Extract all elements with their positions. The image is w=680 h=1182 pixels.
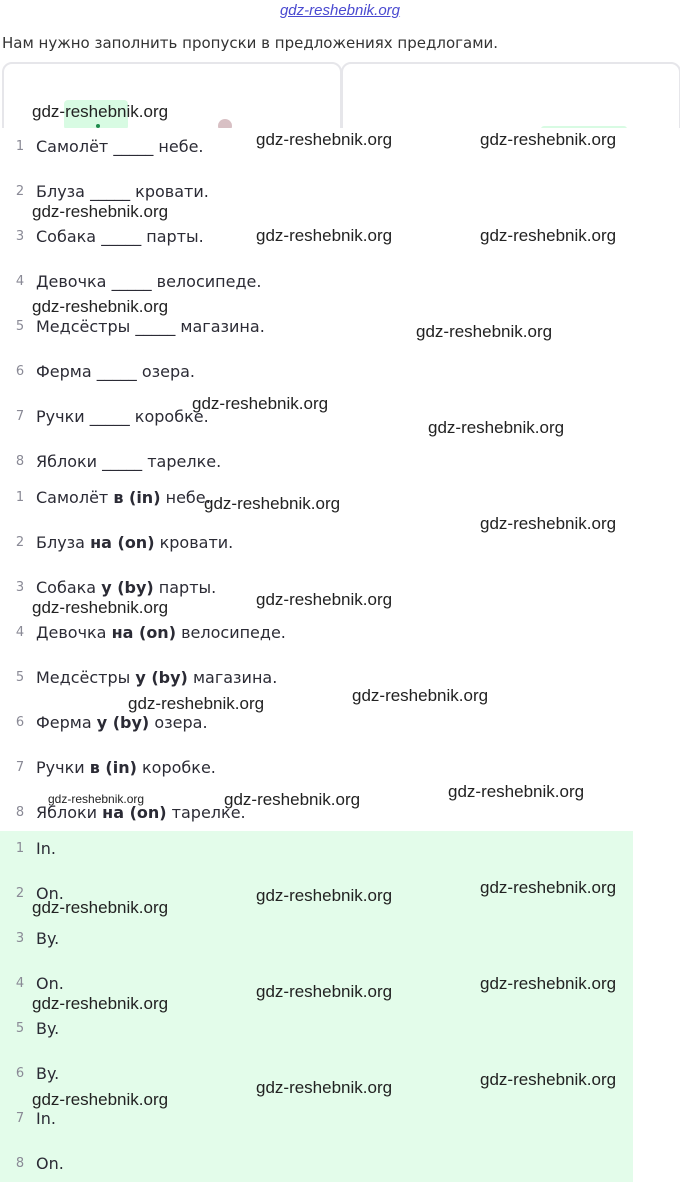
row-number: 1 (15, 139, 25, 154)
row-number: 8 (15, 805, 25, 820)
answer-text: In. (36, 1109, 56, 1128)
row-number: 3 (15, 580, 25, 595)
preposition: у (by) (96, 713, 150, 732)
filled-text: Самолёт в (in) небе. (36, 488, 211, 507)
row-number: 5 (15, 1021, 25, 1036)
row-number: 6 (15, 715, 25, 730)
watermark: gdz-reshebnik.org (416, 322, 553, 341)
watermark: gdz-reshebnik.org (256, 982, 393, 1001)
row-number: 6 (15, 364, 25, 379)
watermark: gdz-reshebnik.org (256, 226, 393, 245)
watermark: gdz-reshebnik.org (256, 886, 393, 905)
question-text: Ферма _____ озера. (36, 362, 196, 381)
question-text: Медсёстры _____ магазина. (36, 317, 265, 336)
question-text: Собака _____ парты. (36, 227, 204, 246)
row-number: 1 (15, 841, 25, 856)
filled-text: Ферма у (by) озера. (36, 713, 208, 732)
watermark: gdz-reshebnik.org (32, 202, 169, 221)
row-number: 4 (15, 274, 25, 289)
answer-text: By. (36, 1019, 60, 1038)
watermark: gdz-reshebnik.org (48, 792, 145, 806)
task-instruction: Нам нужно заполнить пропуски в предложениях предлогами. (2, 34, 499, 52)
answer-text: In. (36, 839, 56, 858)
watermark: gdz-reshebnik.org (32, 102, 169, 121)
watermark: gdz-reshebnik.org (32, 297, 169, 316)
watermark: gdz-reshebnik.org (448, 782, 585, 801)
question-text: Ручки _____ коробке. (36, 407, 209, 426)
watermark: gdz-reshebnik.org (428, 418, 565, 437)
watermark: gdz-reshebnik.org (480, 226, 617, 245)
preposition: на (on) (111, 623, 177, 642)
row-number: 3 (15, 931, 25, 946)
watermark: gdz-reshebnik.org (32, 1090, 169, 1109)
question-text: Яблоки _____ тарелке. (36, 452, 222, 471)
preposition: у (by) (101, 578, 154, 597)
answer-text: On. (36, 974, 64, 993)
filled-text: Ручки в (in) коробке. (36, 758, 216, 777)
preposition: на (on) (90, 533, 155, 552)
filled-text: Собака у (by) парты. (36, 578, 217, 597)
answer-text: On. (36, 1154, 64, 1173)
row-number: 7 (15, 1111, 25, 1126)
row-number: 1 (15, 490, 25, 505)
watermark: gdz-reshebnik.org (256, 130, 393, 149)
row-number: 5 (15, 670, 25, 685)
row-number: 4 (15, 625, 25, 640)
watermark: gdz-reshebnik.org (480, 514, 617, 533)
watermark: gdz-reshebnik.org (204, 494, 341, 513)
filled-text: Девочка на (on) велосипеде. (36, 623, 286, 642)
preposition: у (by) (135, 668, 188, 687)
watermark: gdz-reshebnik.org (480, 878, 617, 897)
preposition: в (in) (113, 488, 161, 507)
watermark: gdz-reshebnik.org (480, 1070, 617, 1089)
watermark: gdz-reshebnik.org (480, 130, 617, 149)
watermark: gdz-reshebnik.org (192, 394, 329, 413)
answer-text: By. (36, 929, 60, 948)
row-number: 7 (15, 760, 25, 775)
question-text: Самолёт _____ небе. (36, 137, 204, 156)
watermark: gdz-reshebnik.org (256, 590, 393, 609)
watermark: gdz-reshebnik.org (32, 994, 169, 1013)
row-number: 4 (15, 976, 25, 991)
row-number: 2 (15, 886, 25, 901)
filled-text: Яблоки на (on) тарелке. (36, 803, 246, 822)
filled-text: Блуза на (on) кровати. (36, 533, 234, 552)
row-number: 6 (15, 1066, 25, 1081)
row-number: 8 (15, 1156, 25, 1171)
row-number: 5 (15, 319, 25, 334)
question-text: Блуза _____ кровати. (36, 182, 209, 201)
watermark: gdz-reshebnik.org (352, 686, 489, 705)
site-link[interactable]: gdz-reshebnik.org (279, 2, 401, 19)
row-number: 3 (15, 229, 25, 244)
answer-text: By. (36, 1064, 60, 1083)
row-number: 7 (15, 409, 25, 424)
question-text: Девочка _____ велосипеде. (36, 272, 262, 291)
watermark: gdz-reshebnik.org (480, 974, 617, 993)
watermark: gdz-reshebnik.org (224, 790, 361, 809)
row-number: 8 (15, 454, 25, 469)
watermark: gdz-reshebnik.org (32, 898, 169, 917)
watermark: gdz-reshebnik.org (32, 598, 169, 617)
watermark: gdz-reshebnik.org (256, 1078, 393, 1097)
filled-text: Медсёстры у (by) магазина. (36, 668, 278, 687)
watermark: gdz-reshebnik.org (128, 694, 265, 713)
preposition: на (on) (102, 803, 167, 822)
answer-text: On. (36, 884, 64, 903)
row-number: 2 (15, 535, 25, 550)
row-number: 2 (15, 184, 25, 199)
preposition: в (in) (89, 758, 137, 777)
